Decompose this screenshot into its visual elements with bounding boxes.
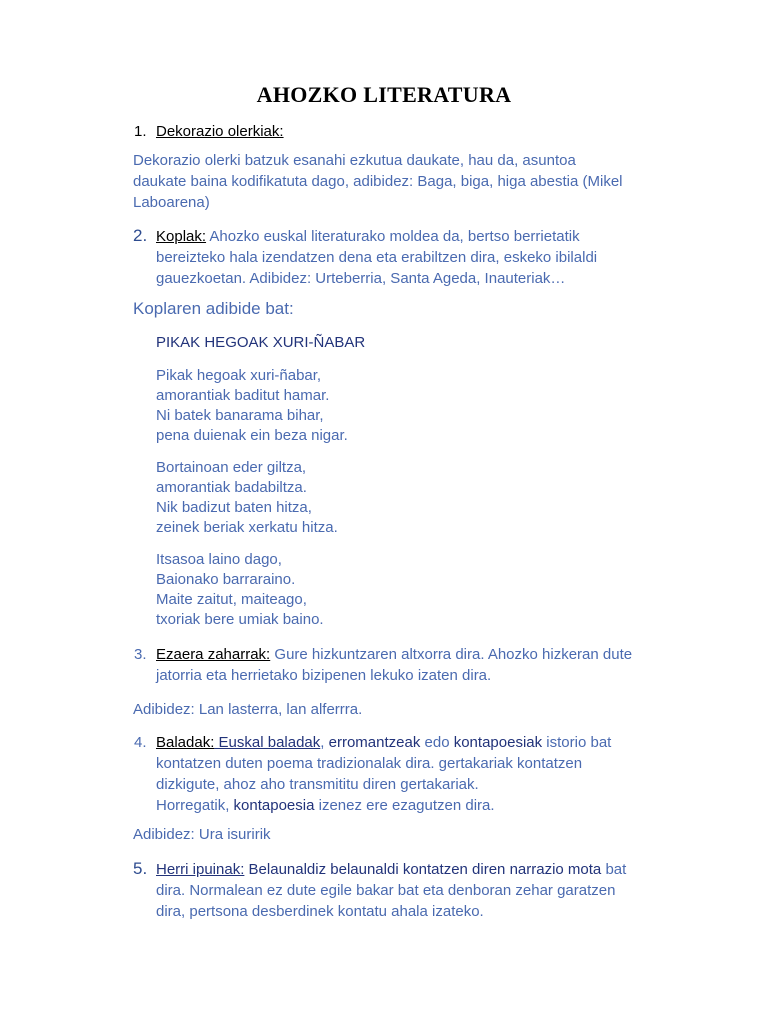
section-5-number: 5. [133, 859, 148, 878]
section-4-heading: Baladak: [156, 734, 215, 751]
section-4-line-4-post: izenez ere ezagutzen dira. [314, 797, 495, 814]
section-5-line-1 [156, 859, 676, 880]
section-4-body [156, 732, 656, 816]
section-3-example: Adibidez: Lan lasterra, lan alferrra. [133, 701, 363, 718]
section-2-line-1 [156, 226, 636, 247]
section-4-line-1-rest: istorio bat [542, 734, 612, 751]
section-4-line-4-pre: Horregatik, [156, 797, 234, 814]
poem-line: zeinek beriak xerkatu hitza. [156, 519, 338, 536]
koplak-example-subheading: Koplaren adibide bat: [133, 299, 294, 318]
section-3-heading: Ezaera zaharrak: [156, 646, 271, 663]
poem-line: Maite zaitut, maiteago, [156, 591, 307, 608]
section-4-line-4 [156, 795, 656, 816]
section-4-number: 4. [134, 734, 147, 751]
section-1-heading [156, 121, 284, 142]
poem-stanza-2 [156, 458, 338, 538]
section-3-body [156, 644, 676, 686]
section-4-line-2: kontatzen duten poema tradizionalak dira. gertakariak kontatzen [156, 755, 583, 772]
section-2-line-2: bereizteko hala izendatzen dena eta erabiltzen dira, eskeko ibilaldi [156, 249, 598, 266]
section-5-line-1-rest: bat [601, 861, 627, 878]
section-3-line-1 [156, 644, 676, 665]
section-2-body [156, 226, 636, 289]
section-4-sep: , [320, 734, 329, 751]
section-1-line-2: daukate baina kodifikatuta dago, adibidez: Baga, biga, higa abestia (Mikel [133, 173, 623, 190]
section-1-line-1: Dekorazio olerki batzuk esanahi ezkutua daukate, hau da, asuntoa [133, 152, 576, 169]
poem-line: Pikak hegoak xuri-ñabar, [156, 367, 322, 384]
poem-title: PIKAK HEGOAK XURI-ÑABAR [156, 334, 366, 351]
poem-line: amorantiak baditut hamar. [156, 387, 330, 404]
section-3-line-2: jatorria eta herrietako bizipenen lekuko izaten dira. [156, 667, 492, 684]
section-4-example: Adibidez: Ura isuririk [133, 826, 271, 843]
section-2-line-3: gauezkoetan. Adibidez: Urteberria, Santa Ageda, Inauteriak… [156, 270, 566, 287]
poem-line: txoriak bere umiak baino. [156, 611, 324, 628]
section-2-number: 2. [133, 226, 148, 245]
section-2-heading: Koplak: [156, 228, 207, 245]
section-4-keyword-kontapoesiak: kontapoesiak [453, 734, 543, 751]
section-4-keyword-euskal-baladak: Euskal baladak [214, 734, 321, 751]
section-1-body [133, 150, 653, 213]
poem-line: Baionako barraraino. [156, 571, 296, 588]
section-5-keyword: Belaunaldiz belaunaldi kontatzen diren narrazio mota [244, 861, 602, 878]
section-1-number: 1. [134, 123, 147, 140]
page-title: AHOZKO LITERATURA [256, 82, 512, 107]
section-3-number: 3. [134, 646, 147, 663]
poem-line: amorantiak badabiltza. [156, 479, 307, 496]
section-5-heading: Herri ipuinak: [156, 861, 245, 878]
section-4-sep: edo [420, 734, 454, 751]
section-4-keyword-kontapoesia: kontapoesia [233, 797, 315, 814]
poem-line: pena duienak ein beza nigar. [156, 427, 348, 444]
section-5-line-2: dira. Normalean ez dute egile bakar bat eta denboran zehar garatzen [156, 882, 616, 899]
poem-line: Ni batek banarama bihar, [156, 407, 324, 424]
section-1-heading-text: Dekorazio olerkiak: [156, 123, 284, 140]
section-3-line-1-text: Gure hizkuntzaren altxorra dira. Ahozko hizkeran dute [270, 646, 633, 663]
poem-line: Itsasoa laino dago, [156, 551, 282, 568]
poem-line: Nik badizut baten hitza, [156, 499, 312, 516]
section-4-line-3: dizkigute, ahoz aho transmititu diren gertakariak. [156, 776, 479, 793]
section-1-line-3: Laboarena) [133, 194, 210, 211]
section-5-line-3: dira, pertsona desberdinek kontatu ahala izateko. [156, 903, 484, 920]
section-4-line-1 [156, 732, 656, 753]
section-4-keyword-erromantzeak: erromantzeak [328, 734, 421, 751]
poem-stanza-1 [156, 366, 348, 446]
poem-stanza-3 [156, 550, 324, 630]
poem-line: Bortainoan eder giltza, [156, 459, 307, 476]
section-5-body [156, 859, 676, 922]
section-2-line-1-text: Ahozko euskal literaturako moldea da, bertso berrietatik [206, 228, 580, 245]
